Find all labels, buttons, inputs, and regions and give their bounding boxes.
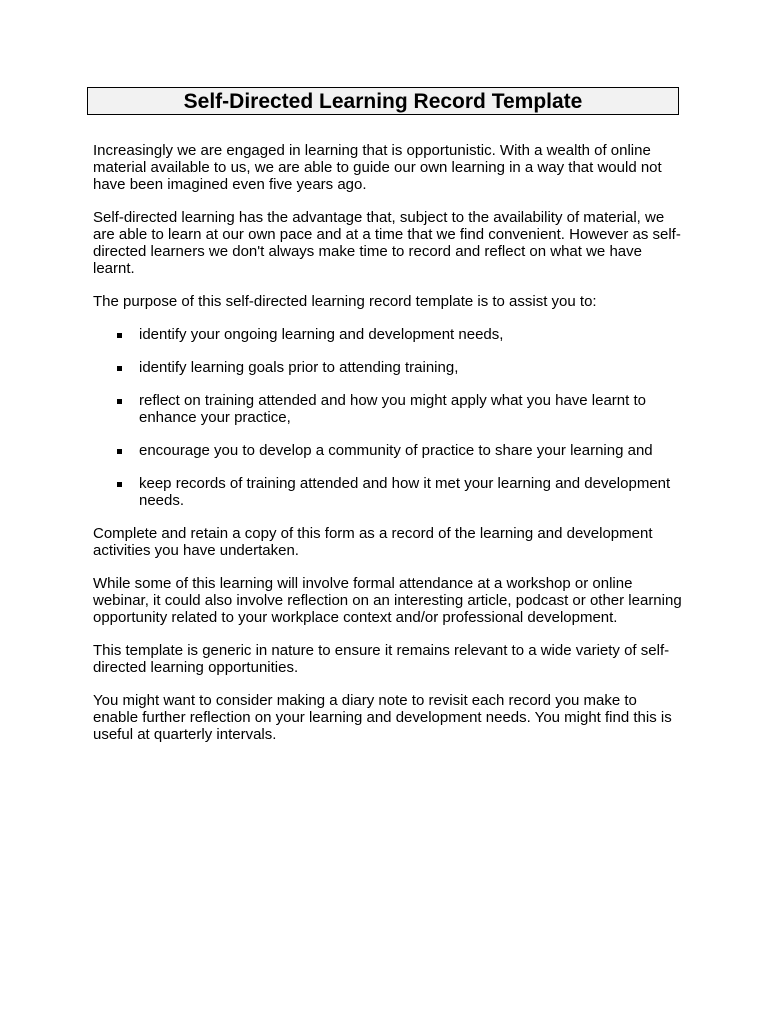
list-item-text: identify learning goals prior to attending training, [139,359,459,376]
intro-paragraph: Increasingly we are engaged in learning that is opportunistic. With a wealth of online material available to us, we are able to guide our own learning in a way that would not have been imagined even five years ago. [93,142,662,193]
advantage-paragraph: Self-directed learning has the advantage that, subject to the availability of material, we are able to learn at our own pace and at a time that we find convenient. However as self-directed learners we don't always make time to record and reflect on what we have learnt. [93,209,681,277]
list-item-text: encourage you to develop a community of practice to share your learning and [139,442,653,459]
list-item-text: reflect on training attended and how you might apply what you have learnt to enhance your practice, [139,392,646,426]
square-bullet-icon [117,449,122,454]
square-bullet-icon [117,399,122,404]
complete-paragraph: Complete and retain a copy of this form as a record of the learning and development activities you have undertaken. [93,525,653,559]
title-box [87,87,679,115]
list-item-text: identify your ongoing learning and development needs, [139,326,504,343]
formal-attendance-paragraph: While some of this learning will involve formal attendance at a workshop or online webinar, it could also involve reflection on an interesting article, podcast or other learning opportunity related to your workplace context and/or professional development. [93,575,682,626]
square-bullet-icon [117,366,122,371]
list-item [93,475,683,509]
diary-note-paragraph: You might want to consider making a diary note to revisit each record you make to enable further reflection on your learning and development needs. You might find this is useful at quarterly intervals. [93,692,672,743]
square-bullet-icon [117,482,122,487]
document-body [93,142,683,759]
list-item [93,442,683,459]
purpose-paragraph: The purpose of this self-directed learning record template is to assist you to: [93,293,597,310]
list-item [93,392,683,426]
page-title: Self-Directed Learning Record Template [183,90,583,113]
square-bullet-icon [117,333,122,338]
list-item [93,359,683,376]
purpose-list [93,326,683,509]
list-item-text: keep records of training attended and how it met your learning and development needs. [139,475,671,509]
list-item [93,326,683,343]
generic-template-paragraph: This template is generic in nature to ensure it remains relevant to a wide variety of self-directed learning opportunities. [93,642,670,676]
